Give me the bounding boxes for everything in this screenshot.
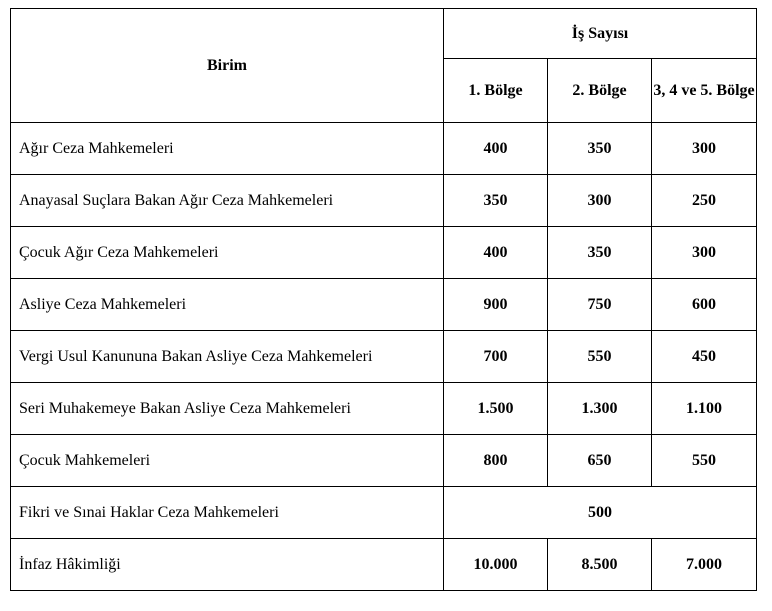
region-2-header: 2. Bölge — [548, 59, 652, 123]
work-count-group-header: İş Sayısı — [444, 9, 757, 59]
region-3-5-header — [652, 59, 757, 123]
unit-cell: Fikri ve Sınai Haklar Ceza Mahkemeleri — [11, 487, 444, 539]
unit-column-header: Birim — [11, 9, 444, 123]
unit-cell: Çocuk Mahkemeleri — [11, 435, 444, 487]
region-3-5-header-label: 3, 4 ve 5. Bölge — [653, 81, 755, 99]
region-2-value: 8.500 — [548, 539, 652, 591]
region-2-value: 750 — [548, 279, 652, 331]
region-3-5-value: 250 — [652, 175, 757, 227]
region-3-5-value: 300 — [652, 123, 757, 175]
unit-cell: Asliye Ceza Mahkemeleri — [11, 279, 444, 331]
region-3-5-value: 550 — [652, 435, 757, 487]
region-1-value: 700 — [444, 331, 548, 383]
region-1-value: 10.000 — [444, 539, 548, 591]
region-2-value: 350 — [548, 123, 652, 175]
region-1-value: 400 — [444, 227, 548, 279]
region-3-5-value: 1.100 — [652, 383, 757, 435]
unit-cell: Ağır Ceza Mahkemeleri — [11, 123, 444, 175]
region-1-value: 900 — [444, 279, 548, 331]
region-3-5-value: 600 — [652, 279, 757, 331]
region-1-header: 1. Bölge — [444, 59, 548, 123]
table-row — [11, 487, 757, 539]
region-1-value: 1.500 — [444, 383, 548, 435]
region-2-value: 650 — [548, 435, 652, 487]
region-3-5-value: 450 — [652, 331, 757, 383]
table-row — [11, 279, 757, 331]
region-1-value: 400 — [444, 123, 548, 175]
work-count-table — [10, 8, 757, 591]
unit-cell: Seri Muhakemeye Bakan Asliye Ceza Mahkemeleri — [11, 383, 444, 435]
unit-cell: Çocuk Ağır Ceza Mahkemeleri — [11, 227, 444, 279]
table-row — [11, 383, 757, 435]
table-row — [11, 123, 757, 175]
header-row-1 — [11, 9, 757, 59]
region-2-value: 350 — [548, 227, 652, 279]
region-3-5-value: 7.000 — [652, 539, 757, 591]
region-2-value: 550 — [548, 331, 652, 383]
unit-cell: Anayasal Suçlara Bakan Ağır Ceza Mahkemeleri — [11, 175, 444, 227]
unit-cell: Vergi Usul Kanununa Bakan Asliye Ceza Mahkemeleri — [11, 331, 444, 383]
table-row — [11, 331, 757, 383]
table-row — [11, 227, 757, 279]
region-1-value: 800 — [444, 435, 548, 487]
region-3-5-value: 300 — [652, 227, 757, 279]
region-2-value: 300 — [548, 175, 652, 227]
region-2-value: 1.300 — [548, 383, 652, 435]
region-1-value: 350 — [444, 175, 548, 227]
all-regions-value: 500 — [444, 487, 757, 539]
table-row — [11, 435, 757, 487]
unit-cell: İnfaz Hâkimliği — [11, 539, 444, 591]
table-row — [11, 539, 757, 591]
table-row — [11, 175, 757, 227]
